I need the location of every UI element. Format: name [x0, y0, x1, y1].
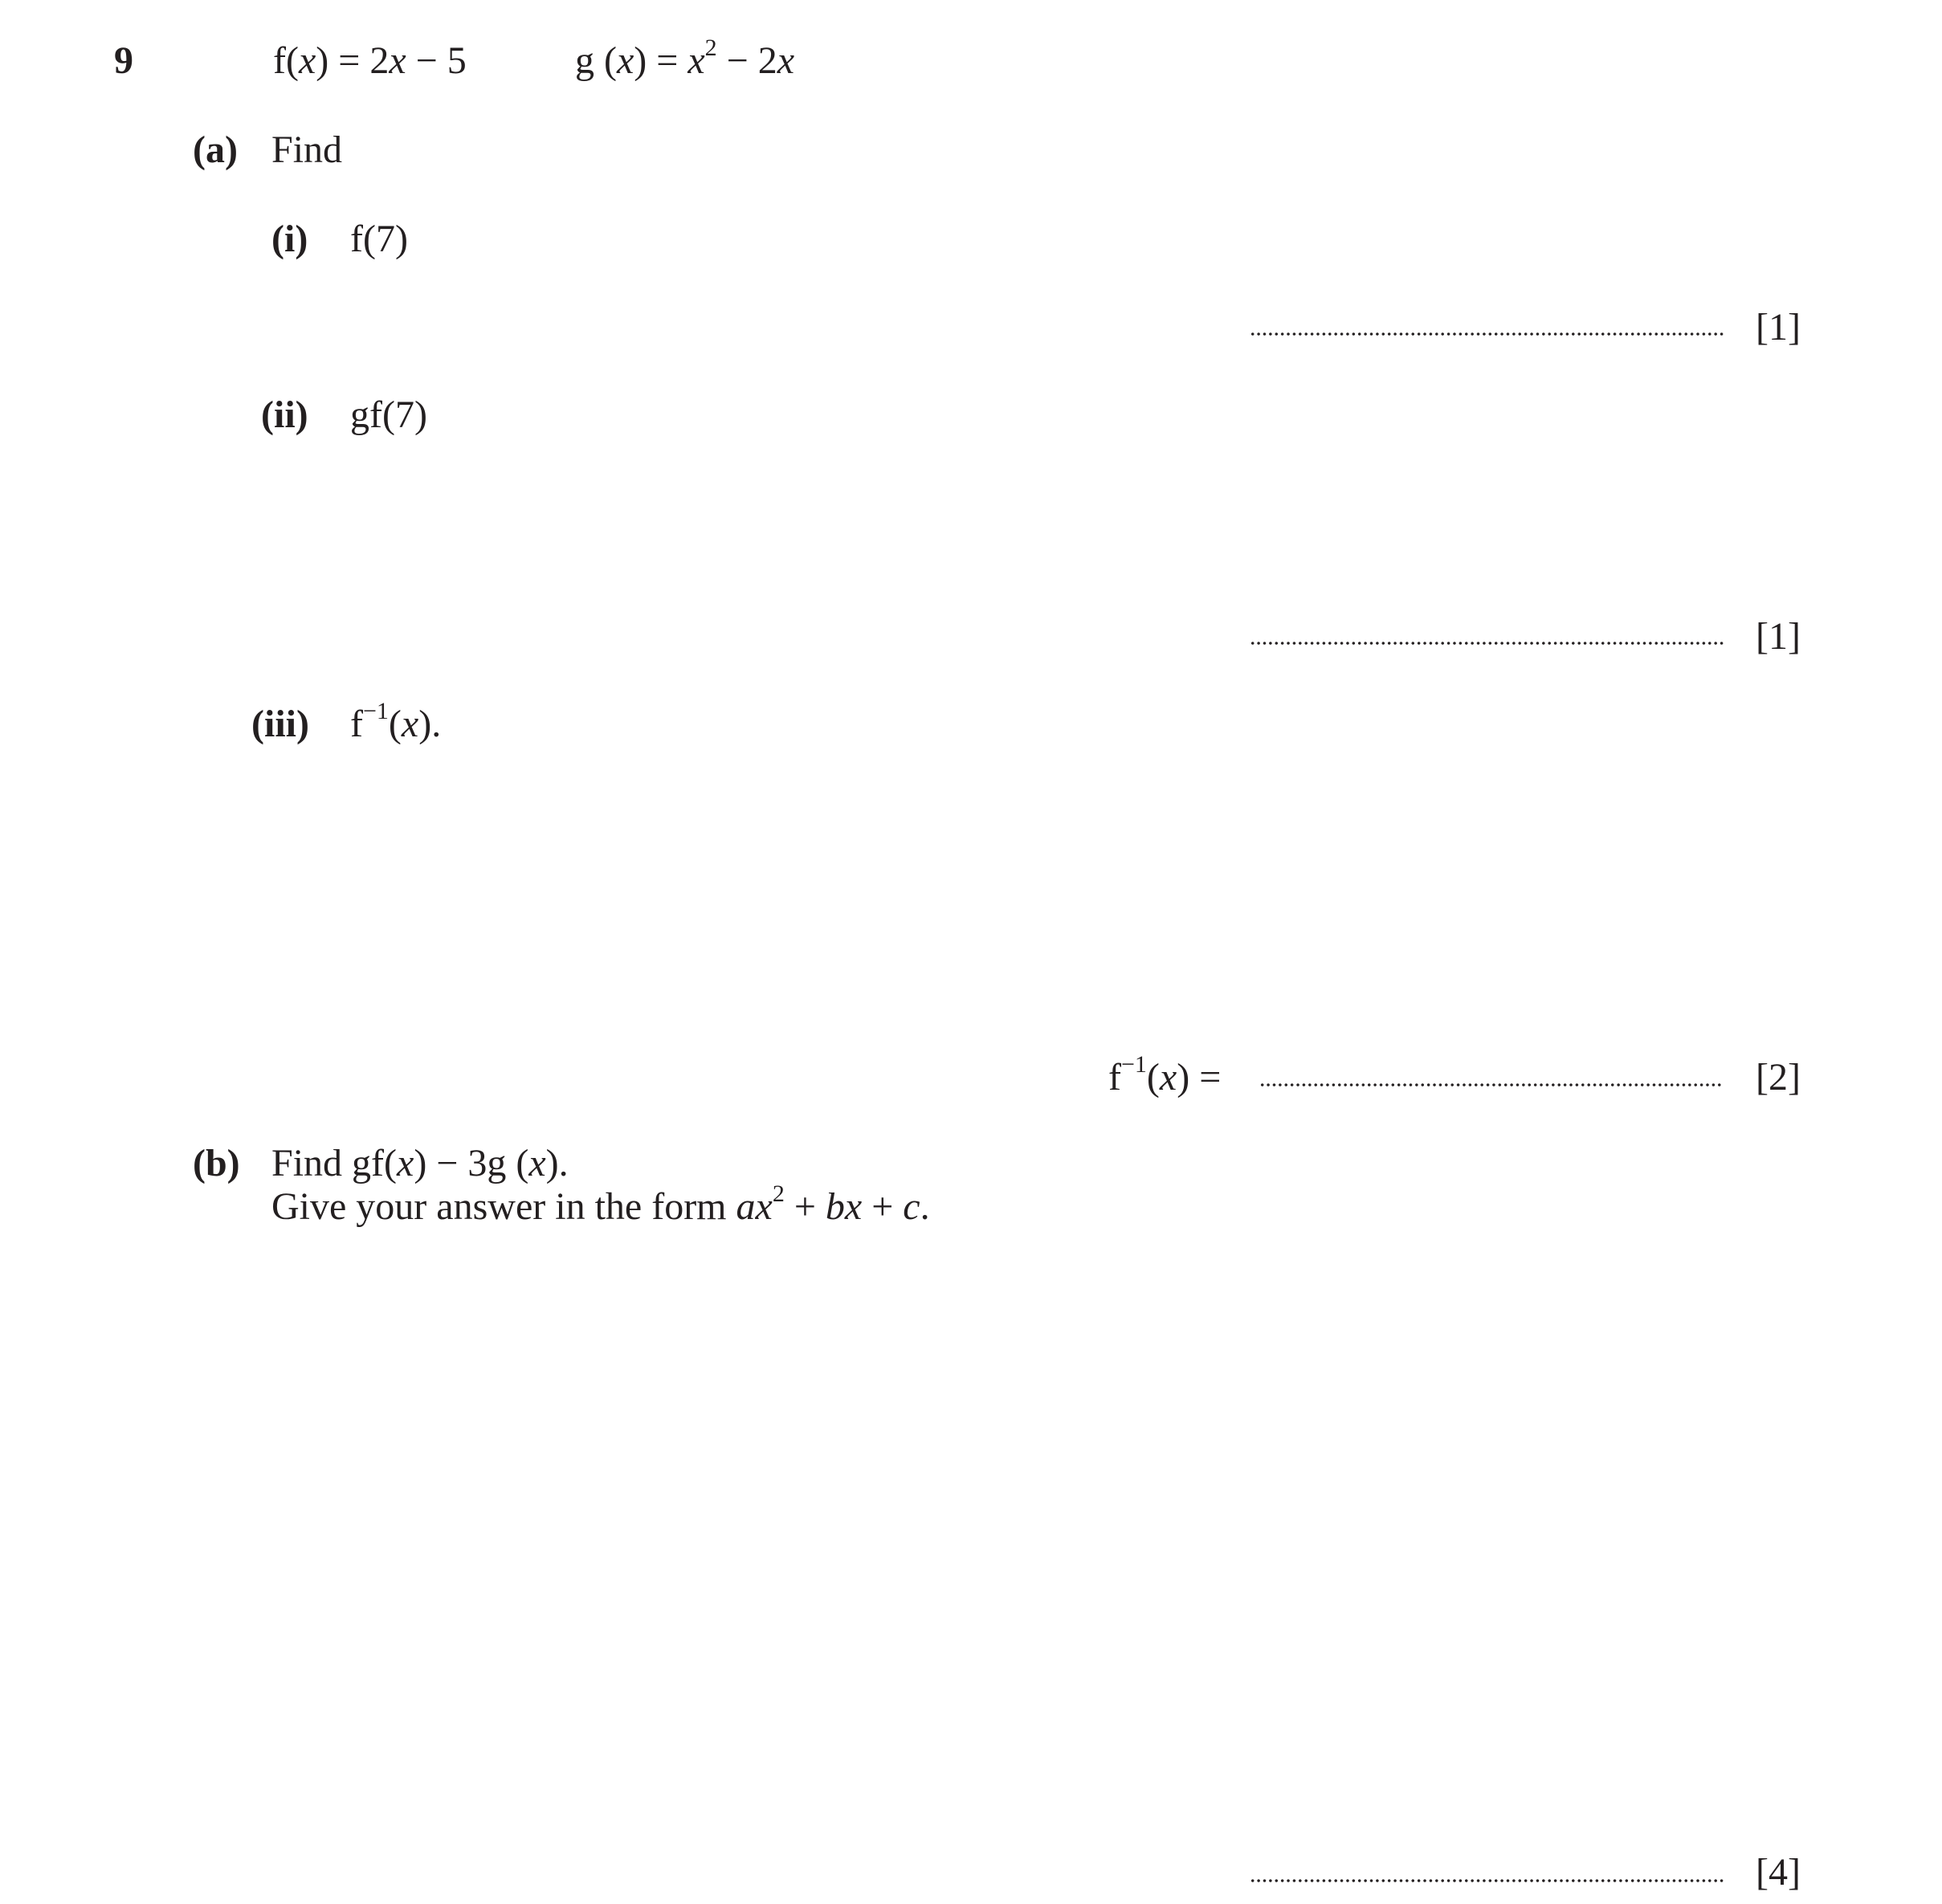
- part-b-line1: [271, 1144, 569, 1183]
- answer-prefix-close: ) =: [1177, 1056, 1222, 1099]
- part-b-line2: [271, 1180, 930, 1228]
- question-number: 9: [114, 39, 133, 82]
- f-def-mid: ) = 2: [316, 39, 390, 82]
- part-a-ii-label: (ii): [261, 393, 308, 436]
- part-b-line2-plus: +: [784, 1185, 826, 1228]
- f-definition: [273, 39, 467, 82]
- g-def-mid: ) =: [634, 39, 688, 82]
- part-b-line2-end: .: [920, 1185, 930, 1228]
- answer-prefix-open: (: [1146, 1056, 1160, 1099]
- part-b-line1-pre: Find gf(: [271, 1142, 397, 1184]
- part-b-label: (b): [193, 1142, 240, 1184]
- answer-line-a-iii[interactable]: [1259, 1083, 1724, 1087]
- answer-prefix-exponent: −1: [1120, 1051, 1147, 1078]
- answer-prefix-var: x: [1159, 1056, 1177, 1099]
- g-def-var2: x: [687, 39, 705, 82]
- part-b-line2-c: c: [903, 1185, 920, 1228]
- inverse-f: f: [350, 703, 363, 745]
- part-b-line1-end: ).: [545, 1142, 569, 1184]
- part-b-line1-var: x: [397, 1142, 414, 1184]
- part-a-i-label: (i): [271, 218, 308, 260]
- part-a-i-expression: f(7): [350, 218, 408, 260]
- inverse-close: ).: [418, 703, 442, 745]
- inverse-open: (: [388, 703, 402, 745]
- f-def-var2: x: [389, 39, 406, 82]
- g-def-var3: x: [777, 39, 795, 82]
- g-def-rhs-pre: − 2: [716, 39, 777, 82]
- f-def-var: x: [298, 39, 316, 82]
- part-b-line2-b: bx: [825, 1185, 863, 1228]
- mark-a-i: [1]: [1756, 306, 1801, 349]
- part-b-line2-plus2: +: [862, 1185, 904, 1228]
- part-a-iii-label: (iii): [251, 703, 309, 745]
- g-def-lhs: g (: [575, 39, 617, 82]
- answer-prefix-f: f: [1108, 1056, 1121, 1099]
- answer-line-a-ii[interactable]: [1250, 642, 1724, 645]
- inverse-var: x: [401, 703, 419, 745]
- mark-b: [4]: [1756, 1851, 1801, 1894]
- f-def-rhs: − 5: [406, 39, 467, 82]
- g-def-var: x: [616, 39, 634, 82]
- mark-a-iii: [2]: [1756, 1056, 1801, 1099]
- part-b-line1-mid: ) − 3g (: [414, 1142, 529, 1184]
- part-a-label: (a): [193, 128, 238, 171]
- g-definition: [575, 35, 795, 82]
- f-def-lhs: f(: [273, 39, 299, 82]
- inverse-exponent: −1: [362, 698, 389, 724]
- answer-line-a-i[interactable]: [1250, 332, 1724, 336]
- part-b-line1-var2: x: [528, 1142, 546, 1184]
- g-def-exponent: 2: [704, 35, 717, 61]
- answer-prefix-a-iii: [1108, 1051, 1222, 1099]
- part-b-line2-pre: Give your answer in the form: [271, 1185, 736, 1228]
- mark-a-ii: [1]: [1756, 615, 1801, 658]
- answer-line-b[interactable]: [1250, 1879, 1724, 1882]
- part-b-line2-exponent: 2: [772, 1180, 785, 1207]
- part-a-text: Find: [271, 128, 343, 171]
- part-a-ii-expression: gf(7): [350, 393, 427, 436]
- part-a-iii-expression: [350, 698, 442, 745]
- part-b-line2-a: ax: [736, 1185, 773, 1228]
